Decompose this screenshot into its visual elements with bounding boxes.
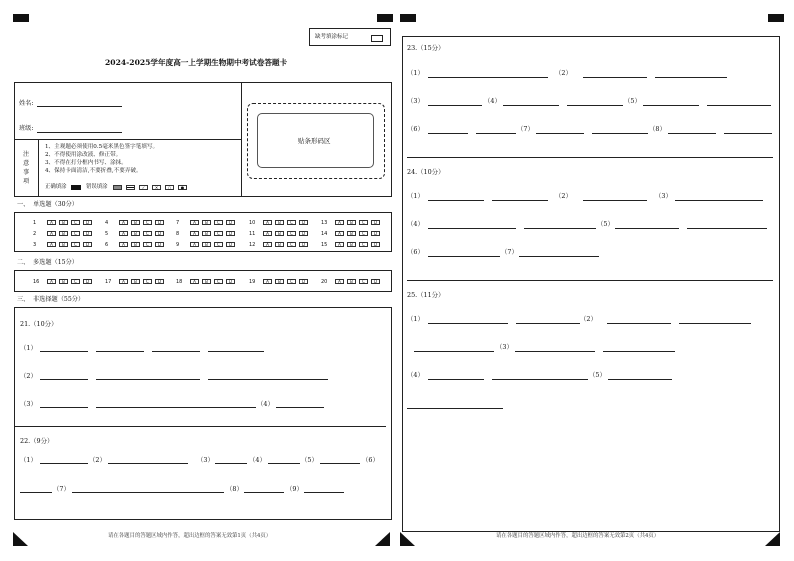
option-bubble-a[interactable]: A bbox=[335, 242, 344, 247]
question-number: 10 bbox=[249, 220, 256, 226]
option-bubble-c[interactable]: C bbox=[214, 242, 223, 247]
answer-line[interactable] bbox=[492, 379, 588, 380]
option-bubble-a[interactable]: A bbox=[119, 231, 128, 236]
option-bubble-b[interactable]: B bbox=[347, 279, 356, 284]
answer-line[interactable] bbox=[244, 492, 284, 493]
sub-question-label: （3） bbox=[407, 97, 424, 105]
option-bubble-d[interactable]: D bbox=[371, 279, 380, 284]
option-bubble-c[interactable]: C bbox=[287, 220, 296, 225]
option-bubble-a[interactable]: A bbox=[47, 279, 56, 284]
sub-question-label: （5） bbox=[624, 97, 641, 105]
question-divider bbox=[407, 157, 773, 158]
answer-line[interactable] bbox=[603, 351, 675, 352]
footer-text: 请在各题目的答题区域内作答，超出边框的答案无效第2页（共4页） bbox=[496, 533, 660, 539]
sub-question-label: （2） bbox=[555, 69, 572, 77]
option-bubble-d[interactable]: D bbox=[226, 279, 235, 284]
answer-line[interactable] bbox=[679, 323, 751, 324]
sub-question-label: （7） bbox=[501, 248, 518, 256]
question-number: 8 bbox=[176, 231, 180, 237]
wrong-mark-sample bbox=[126, 185, 135, 190]
answer-line[interactable] bbox=[503, 105, 559, 106]
question-number: 5 bbox=[105, 231, 109, 237]
answer-line[interactable] bbox=[414, 351, 494, 352]
answer-line[interactable] bbox=[675, 200, 763, 201]
section-number: 一、 bbox=[17, 201, 30, 208]
sub-question-label: （4） bbox=[249, 456, 266, 464]
answer-line[interactable] bbox=[276, 407, 324, 408]
option-bubble-a[interactable]: A bbox=[119, 242, 128, 247]
option-bubble-b[interactable]: B bbox=[59, 220, 68, 225]
sub-question-label: （1） bbox=[407, 69, 424, 77]
sub-question-label: （3） bbox=[20, 400, 37, 408]
answer-line[interactable] bbox=[428, 200, 484, 201]
question-title: 25.（11分） bbox=[407, 291, 445, 299]
question-number: 4 bbox=[105, 220, 109, 226]
answer-line[interactable] bbox=[96, 351, 144, 352]
sub-question-label: （8） bbox=[649, 125, 666, 133]
wrong-mark-sample: ✓ bbox=[139, 185, 148, 190]
option-bubble-b[interactable]: B bbox=[275, 279, 284, 284]
section-title: 非选择题（55分） bbox=[33, 296, 85, 303]
option-bubble-b[interactable]: B bbox=[347, 220, 356, 225]
answer-line[interactable] bbox=[476, 133, 516, 134]
option-bubble-a[interactable]: A bbox=[263, 279, 272, 284]
sub-question-label: （4） bbox=[257, 400, 274, 408]
answer-line[interactable] bbox=[583, 77, 647, 78]
answer-line[interactable] bbox=[687, 228, 767, 229]
sub-question-label: （9） bbox=[286, 485, 303, 493]
option-bubble-c[interactable]: C bbox=[143, 242, 152, 247]
question-number: 19 bbox=[249, 279, 256, 285]
answer-line[interactable] bbox=[208, 379, 328, 380]
option-bubble-a[interactable]: A bbox=[335, 279, 344, 284]
option-bubble-b[interactable]: B bbox=[131, 279, 140, 284]
answer-line[interactable] bbox=[516, 323, 580, 324]
absent-mark-box bbox=[309, 28, 391, 46]
sub-question-label: （5） bbox=[301, 456, 318, 464]
option-bubble-a[interactable]: A bbox=[47, 220, 56, 225]
sub-question-label: （4） bbox=[484, 97, 501, 105]
sub-question-label: （2） bbox=[580, 315, 597, 323]
question-divider bbox=[14, 426, 386, 427]
question-number: 14 bbox=[321, 231, 328, 237]
answer-line[interactable] bbox=[268, 463, 300, 464]
option-bubble-d[interactable]: D bbox=[155, 279, 164, 284]
option-bubble-d[interactable]: D bbox=[226, 242, 235, 247]
option-bubble-c[interactable]: C bbox=[287, 231, 296, 236]
question-number: 6 bbox=[105, 242, 109, 248]
sub-question-label: （1） bbox=[20, 456, 37, 464]
answer-line[interactable] bbox=[40, 463, 88, 464]
question-number: 16 bbox=[33, 279, 40, 285]
answer-line[interactable] bbox=[615, 228, 679, 229]
sub-question-label: （6） bbox=[407, 248, 424, 256]
answer-box-page2 bbox=[402, 36, 780, 532]
section-number: 三、 bbox=[17, 296, 30, 303]
option-bubble-a[interactable]: A bbox=[335, 231, 344, 236]
option-bubble-b[interactable]: B bbox=[202, 279, 211, 284]
question-title: 24.（10分） bbox=[407, 168, 445, 176]
answer-line[interactable] bbox=[515, 351, 595, 352]
option-bubble-b[interactable]: B bbox=[275, 220, 284, 225]
option-bubble-d[interactable]: D bbox=[299, 242, 308, 247]
fill-correct-sample bbox=[71, 185, 81, 190]
corner-triangle bbox=[400, 532, 415, 546]
option-bubble-d[interactable]: D bbox=[83, 279, 92, 284]
answer-line[interactable] bbox=[96, 407, 256, 408]
class-label: 班级: bbox=[19, 125, 34, 132]
answer-line[interactable] bbox=[524, 228, 596, 229]
option-bubble-c[interactable]: C bbox=[71, 242, 80, 247]
option-bubble-b[interactable]: B bbox=[131, 231, 140, 236]
option-bubble-c[interactable]: C bbox=[71, 231, 80, 236]
notice-line: 1、主观题必须使用0.5毫米黑色签字笔填写。 bbox=[45, 144, 159, 150]
answer-line[interactable] bbox=[215, 463, 247, 464]
question-number: 9 bbox=[176, 242, 180, 248]
corner-triangle bbox=[13, 532, 28, 546]
notice-label-char: 意 bbox=[23, 160, 30, 167]
option-bubble-c[interactable]: C bbox=[287, 242, 296, 247]
question-number: 20 bbox=[321, 279, 328, 285]
answer-line[interactable] bbox=[40, 407, 88, 408]
option-bubble-c[interactable]: C bbox=[143, 220, 152, 225]
answer-line[interactable] bbox=[428, 256, 500, 257]
question-title: 23.（15分） bbox=[407, 44, 445, 52]
option-bubble-c[interactable]: C bbox=[287, 279, 296, 284]
sub-question-label: （5） bbox=[589, 371, 606, 379]
answer-line[interactable] bbox=[428, 228, 516, 229]
option-bubble-d[interactable]: D bbox=[83, 231, 92, 236]
corner-mark bbox=[768, 14, 784, 22]
option-bubble-d[interactable]: D bbox=[155, 231, 164, 236]
answer-line[interactable] bbox=[428, 133, 468, 134]
option-bubble-a[interactable]: A bbox=[190, 231, 199, 236]
option-bubble-d[interactable]: D bbox=[371, 220, 380, 225]
option-bubble-a[interactable]: A bbox=[263, 220, 272, 225]
question-title: 21.（10分） bbox=[20, 320, 58, 328]
answer-line[interactable] bbox=[668, 133, 716, 134]
option-bubble-c[interactable]: C bbox=[143, 231, 152, 236]
option-bubble-d[interactable]: D bbox=[155, 220, 164, 225]
answer-line[interactable] bbox=[40, 351, 88, 352]
option-bubble-c[interactable]: C bbox=[359, 231, 368, 236]
option-bubble-c[interactable]: C bbox=[214, 231, 223, 236]
option-bubble-b[interactable]: B bbox=[347, 231, 356, 236]
section-title: 单选题（30分） bbox=[33, 201, 78, 208]
info-divider-horizontal bbox=[14, 139, 242, 140]
section-number: 二、 bbox=[17, 259, 30, 266]
option-bubble-a[interactable]: A bbox=[47, 231, 56, 236]
corner-mark bbox=[377, 14, 393, 22]
option-bubble-b[interactable]: B bbox=[275, 242, 284, 247]
question-number: 3 bbox=[33, 242, 37, 248]
question-number: 18 bbox=[176, 279, 183, 285]
wrong-mark-sample: ✕ bbox=[152, 185, 161, 190]
option-bubble-b[interactable]: B bbox=[59, 279, 68, 284]
option-bubble-d[interactable]: D bbox=[299, 231, 308, 236]
option-bubble-c[interactable]: C bbox=[214, 279, 223, 284]
notice-label-char: 事 bbox=[23, 169, 30, 176]
notice-label-char: 项 bbox=[23, 178, 30, 185]
name-label: 姓名: bbox=[19, 100, 34, 107]
option-bubble-c[interactable]: C bbox=[359, 279, 368, 284]
answer-line[interactable] bbox=[428, 105, 482, 106]
barcode-label: 贴条形码区 bbox=[298, 137, 331, 145]
fill-correct-label: 正确填涂 bbox=[45, 184, 67, 190]
option-bubble-d[interactable]: D bbox=[371, 231, 380, 236]
answer-line[interactable] bbox=[607, 323, 671, 324]
option-bubble-c[interactable]: C bbox=[359, 220, 368, 225]
option-bubble-c[interactable]: C bbox=[71, 220, 80, 225]
sub-question-label: （2） bbox=[20, 372, 37, 380]
answer-line[interactable] bbox=[492, 200, 548, 201]
option-bubble-d[interactable]: D bbox=[155, 242, 164, 247]
absent-mark-label: 缺考填涂标记 bbox=[315, 34, 349, 40]
sub-question-label: （2） bbox=[555, 192, 572, 200]
answer-line[interactable] bbox=[536, 133, 584, 134]
answer-line[interactable] bbox=[152, 351, 200, 352]
sub-question-label: （7） bbox=[517, 125, 534, 133]
corner-mark bbox=[400, 14, 416, 22]
sub-question-label: （6） bbox=[407, 125, 424, 133]
question-number: 7 bbox=[176, 220, 180, 226]
notice-label-char: 注 bbox=[23, 151, 30, 158]
answer-line[interactable] bbox=[96, 379, 200, 380]
answer-line[interactable] bbox=[407, 408, 503, 409]
option-bubble-c[interactable]: C bbox=[214, 220, 223, 225]
option-bubble-a[interactable]: A bbox=[263, 231, 272, 236]
wrong-mark-sample: ○ bbox=[165, 185, 174, 190]
question-number: 2 bbox=[33, 231, 37, 237]
sub-question-label: （5） bbox=[597, 220, 614, 228]
answer-line[interactable] bbox=[567, 105, 623, 106]
sub-question-label: （4） bbox=[407, 371, 424, 379]
answer-line[interactable] bbox=[655, 77, 727, 78]
option-bubble-b[interactable]: B bbox=[202, 220, 211, 225]
option-bubble-b[interactable]: B bbox=[275, 231, 284, 236]
option-bubble-b[interactable]: B bbox=[202, 231, 211, 236]
option-bubble-d[interactable]: D bbox=[226, 231, 235, 236]
wrong-mark-sample bbox=[113, 185, 122, 190]
option-bubble-a[interactable]: A bbox=[263, 242, 272, 247]
answer-line[interactable] bbox=[108, 463, 188, 464]
question-number: 13 bbox=[321, 220, 328, 226]
option-bubble-d[interactable]: D bbox=[83, 242, 92, 247]
sub-question-label: （1） bbox=[20, 344, 37, 352]
option-bubble-b[interactable]: B bbox=[131, 220, 140, 225]
sub-question-label: （8） bbox=[226, 485, 243, 493]
option-bubble-b[interactable]: B bbox=[347, 242, 356, 247]
corner-triangle bbox=[375, 532, 390, 546]
page-title: 2024-2025学年度高一上学期生物期中考试卷答题卡 bbox=[105, 58, 288, 67]
option-bubble-a[interactable]: A bbox=[190, 220, 199, 225]
absent-mark-checkbox[interactable] bbox=[371, 35, 383, 42]
answer-line[interactable] bbox=[304, 492, 344, 493]
answer-box-page1 bbox=[14, 307, 392, 520]
question-number: 17 bbox=[105, 279, 112, 285]
answer-line[interactable] bbox=[608, 379, 672, 380]
sub-question-label: （7） bbox=[53, 485, 70, 493]
option-bubble-b[interactable]: B bbox=[202, 242, 211, 247]
answer-line[interactable] bbox=[724, 133, 772, 134]
notice-line: 3、不得在打分框内书写、涂抹。 bbox=[45, 160, 127, 166]
option-bubble-d[interactable]: D bbox=[83, 220, 92, 225]
option-bubble-b[interactable]: B bbox=[59, 242, 68, 247]
sub-question-label: （1） bbox=[407, 192, 424, 200]
notice-label-divider bbox=[38, 139, 39, 197]
footer-text: 请在各题目的答题区域内作答，超出边框的答案无效第1页（共4页） bbox=[108, 533, 272, 539]
option-bubble-d[interactable]: D bbox=[226, 220, 235, 225]
option-bubble-d[interactable]: D bbox=[371, 242, 380, 247]
answer-line[interactable] bbox=[428, 77, 548, 78]
sub-question-label: （6） bbox=[362, 456, 379, 464]
answer-line[interactable] bbox=[592, 133, 648, 134]
question-number: 12 bbox=[249, 242, 256, 248]
option-bubble-c[interactable]: C bbox=[143, 279, 152, 284]
section-title: 多选题（15分） bbox=[33, 259, 78, 266]
sub-question-label: （2） bbox=[89, 456, 106, 464]
question-number: 15 bbox=[321, 242, 328, 248]
question-title: 22.（9分） bbox=[20, 437, 54, 445]
question-divider bbox=[407, 280, 773, 281]
sub-question-label: （3） bbox=[197, 456, 214, 464]
sub-question-label: （4） bbox=[407, 220, 424, 228]
question-number: 1 bbox=[33, 220, 37, 226]
answer-line[interactable] bbox=[428, 379, 484, 380]
option-bubble-d[interactable]: D bbox=[299, 220, 308, 225]
answer-line[interactable] bbox=[707, 105, 771, 106]
option-bubble-b[interactable]: B bbox=[131, 242, 140, 247]
answer-line[interactable] bbox=[643, 105, 699, 106]
answer-line[interactable] bbox=[583, 200, 647, 201]
single-choice-box bbox=[14, 212, 392, 252]
notice-line: 4、保持卡面清洁,不要折叠,不要弄破。 bbox=[45, 168, 142, 174]
name-field[interactable] bbox=[37, 106, 122, 107]
option-bubble-b[interactable]: B bbox=[59, 231, 68, 236]
sub-question-label: （3） bbox=[496, 343, 513, 351]
fill-wrong-label: 错误填涂 bbox=[86, 184, 108, 190]
notice-line: 2、不得使用涂改液、修正带。 bbox=[45, 152, 122, 158]
sub-question-label: （3） bbox=[655, 192, 672, 200]
option-bubble-c[interactable]: C bbox=[359, 242, 368, 247]
sub-question-label: （1） bbox=[407, 315, 424, 323]
option-bubble-c[interactable]: C bbox=[71, 279, 80, 284]
option-bubble-a[interactable]: A bbox=[190, 279, 199, 284]
answer-line[interactable] bbox=[519, 256, 599, 257]
answer-line[interactable] bbox=[208, 351, 264, 352]
option-bubble-a[interactable]: A bbox=[119, 220, 128, 225]
option-bubble-a[interactable]: A bbox=[47, 242, 56, 247]
multi-choice-box bbox=[14, 270, 392, 292]
question-number: 11 bbox=[249, 231, 256, 237]
option-bubble-a[interactable]: A bbox=[119, 279, 128, 284]
option-bubble-a[interactable]: A bbox=[190, 242, 199, 247]
barcode-area bbox=[247, 103, 385, 179]
answer-line[interactable] bbox=[72, 492, 224, 493]
option-bubble-d[interactable]: D bbox=[299, 279, 308, 284]
answer-line[interactable] bbox=[428, 323, 508, 324]
answer-line[interactable] bbox=[320, 463, 360, 464]
corner-mark bbox=[13, 14, 29, 22]
option-bubble-a[interactable]: A bbox=[335, 220, 344, 225]
class-field[interactable] bbox=[37, 132, 122, 133]
wrong-mark-sample: ● bbox=[178, 185, 187, 190]
answer-line[interactable] bbox=[20, 492, 52, 493]
answer-line[interactable] bbox=[40, 379, 88, 380]
corner-triangle bbox=[765, 532, 780, 546]
